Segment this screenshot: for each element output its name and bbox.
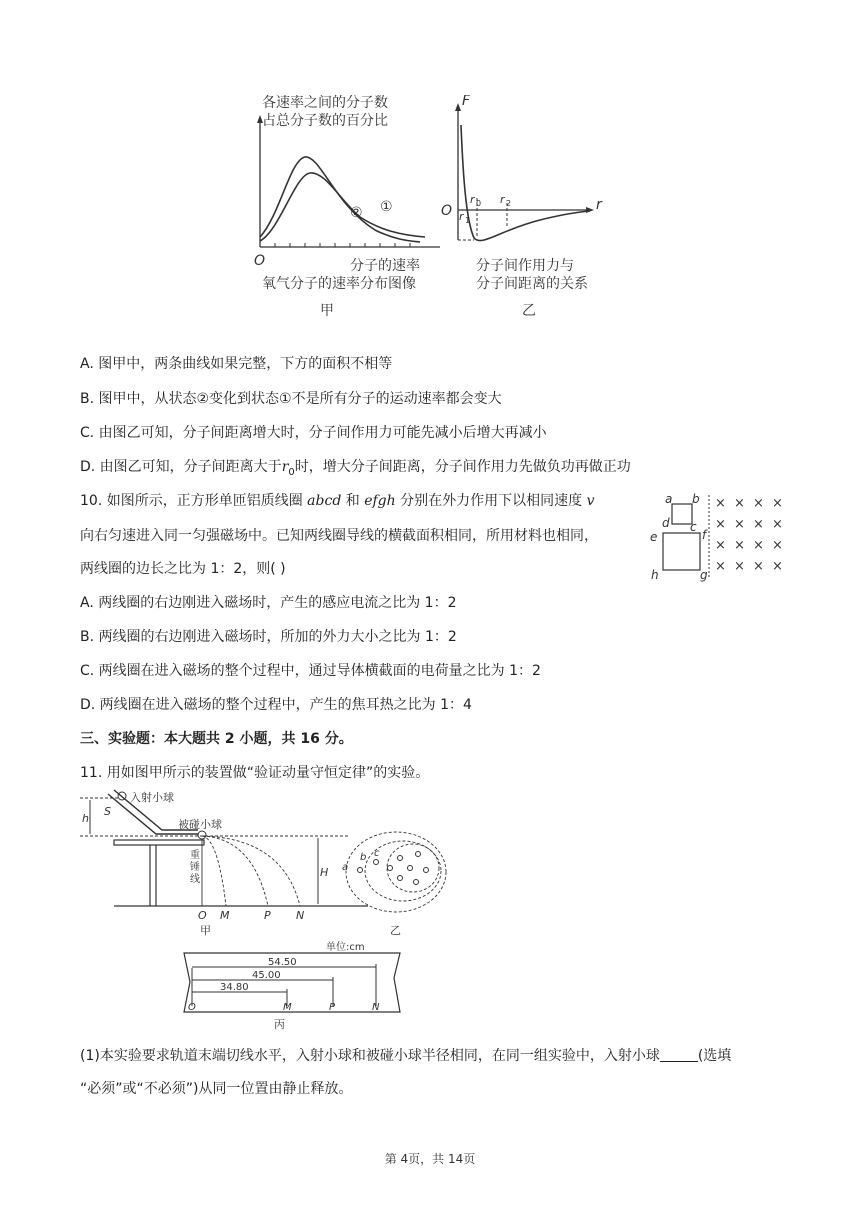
section-3-heading: 三、实验题：本大题共 2 小题，共 16 分。 (80, 731, 353, 747)
q9-option-d-pre: D. 由图乙可知，分子间距离大于 (80, 459, 282, 475)
q10-text-a: 10. 如图所示，正方形单匝铝质线圈 (80, 493, 308, 509)
xlabel: 分子的速率 (350, 258, 420, 274)
figure-11-jia-yi (78, 788, 478, 938)
q9-option-c: C. 由图乙可知，分子间距离增大时，分子间作用力可能先减小后增大再减小 (80, 425, 547, 441)
cross: × (734, 517, 745, 532)
distance-on: 54.50 (268, 957, 297, 968)
sublabel-jia: 甲 (320, 303, 334, 319)
cross: × (753, 496, 764, 511)
label-h: h (651, 568, 659, 582)
caption: 氧气分子的速率分布图像 (262, 276, 416, 292)
cross: × (753, 517, 764, 532)
cross: × (715, 538, 726, 553)
cross: × (772, 517, 783, 532)
q10-efgh: efgh (364, 493, 396, 509)
sublabel-jia: 甲 (200, 924, 211, 937)
cross: × (772, 559, 783, 574)
q10-option-c: C. 两线圈在进入磁场的整个过程中，通过导体横截面的电荷量之比为 1：2 (80, 663, 541, 679)
q9-option-d-sub: 0 (288, 466, 295, 478)
label-g: g (700, 568, 708, 582)
cross: × (772, 496, 783, 511)
q10-stem-line3: 两线圈的边长之比为 1：2，则( ) (80, 561, 286, 577)
label-a: a (665, 493, 673, 506)
ylabel-line2: 占总分子数的百分比 (262, 113, 388, 129)
label-O: O (188, 1002, 196, 1013)
q10-v: v (586, 493, 595, 509)
q11-part1-text-b: (选填 (697, 1048, 732, 1064)
caption-line2: 分子间距离的关系 (476, 276, 588, 292)
label-f: f (702, 528, 707, 542)
label-target-ball: 被碰小球 (178, 818, 222, 831)
figure-9 (240, 95, 620, 320)
cross: × (772, 538, 783, 553)
label-M: M (220, 909, 230, 922)
label-b: b (692, 493, 700, 506)
label-h: h (82, 812, 89, 825)
speed-distribution-graph (254, 95, 440, 319)
answer-blank[interactable] (660, 1047, 698, 1062)
r0-sub: 0 (476, 199, 482, 208)
target-ball (198, 831, 206, 839)
plumb-1: 重 (190, 850, 200, 861)
sublabel-yi: 乙 (522, 303, 536, 319)
cross: × (734, 496, 745, 511)
q10-text-c: 分别在外力作用下以相同速度 (395, 493, 587, 509)
r2-sub: 2 (506, 199, 512, 208)
origin-label: O (254, 253, 266, 269)
q11-part1-line2: “必须”或“不必须”)从同一位置由静止释放。 (80, 1081, 353, 1097)
cross: × (734, 559, 745, 574)
label-s: S (104, 805, 111, 818)
plumb-3: 线 (190, 874, 200, 885)
caption-line1: 分子间作用力与 (476, 258, 574, 274)
figure-11-svg (78, 788, 478, 938)
label-c: c (374, 848, 380, 859)
curve-1 (260, 173, 425, 241)
r1-label: r (459, 210, 464, 223)
q10-stem-line2: 向右匀速进入同一匀强磁场中。已知两线圈导线的横截面积相同，所用材料也相同， (80, 528, 598, 544)
label-a: a (342, 862, 349, 873)
q10-option-d: D. 两线圈在进入磁场的整个过程中，产生的焦耳热之比为 1：4 (80, 697, 472, 713)
page-footer: 第 4页，共 14页 (384, 1152, 476, 1166)
cross: × (753, 559, 764, 574)
ylabel-line1: 各速率之间的分子数 (262, 95, 388, 111)
r1-sub: 1 (465, 216, 471, 225)
figure-10 (645, 493, 785, 583)
sublabel-bing: 丙 (274, 1018, 285, 1030)
force-curve (461, 125, 590, 241)
cross: × (753, 538, 764, 553)
label-c: c (690, 520, 697, 534)
label-b: b (360, 852, 367, 863)
table-top (114, 840, 204, 845)
q10-option-a: A. 两线圈的右边刚进入磁场时，产生的感应电流之比为 1：2 (80, 595, 457, 611)
sublabel-yi: 乙 (390, 924, 401, 937)
q10-abcd: abcd (307, 493, 342, 509)
r-label: r (596, 197, 602, 213)
cross: × (715, 496, 726, 511)
figure-11-bing-svg (180, 938, 410, 1030)
q10-text-b: 和 (341, 493, 365, 509)
label-H: H (320, 866, 329, 879)
cross: × (715, 517, 726, 532)
q11-part1-text-a: (1)本实验要求轨道末端切线水平，入射小球和被碰小球半径相同，在同一组实验中，入射小球 (80, 1048, 660, 1064)
curve-2 (260, 157, 420, 242)
r2-label: r (500, 193, 505, 206)
curve1-label: ① (380, 199, 393, 215)
label-N: N (372, 1002, 380, 1013)
label-e: e (650, 530, 658, 544)
label-d: d (662, 516, 670, 530)
force-distance-graph (441, 95, 603, 319)
label-M: M (283, 1002, 292, 1013)
unit-label: 单位:cm (326, 942, 365, 953)
landing-circles (346, 832, 446, 912)
figure-9-svg (240, 95, 620, 320)
q9-option-d (80, 457, 631, 483)
label-N: N (296, 909, 305, 922)
q11-intro: 11. 用如图甲所示的装置做“验证动量守恒定律”的实验。 (80, 765, 430, 781)
label-P: P (329, 1002, 336, 1013)
coil-abcd (672, 504, 692, 524)
origin-label: O (441, 203, 453, 219)
magnetic-field-crosses (715, 496, 783, 574)
q9-option-a: A. 图甲中，两条曲线如果完整，下方的面积不相等 (80, 356, 393, 372)
q11-part1-line1 (80, 1046, 731, 1066)
label-O: O (198, 909, 207, 922)
q9-option-d-post: 时，增大分子间距离，分子间作用力先做负功再做正功 (294, 459, 631, 475)
distance-op: 45.00 (252, 970, 281, 981)
r0-label: r (470, 193, 475, 206)
label-P: P (264, 909, 271, 922)
curve2-label: ② (350, 205, 363, 221)
plumb-2: 锤 (190, 862, 200, 873)
q9-option-b: B. 图甲中，从状态②变化到状态①不是所有分子的运动速率都会变大 (80, 391, 502, 407)
q10-option-b: B. 两线圈的右边刚进入磁场时，所加的外力大小之比为 1：2 (80, 629, 457, 645)
q9-option-d-var: r (281, 459, 289, 475)
coil-efgh (663, 533, 700, 570)
f-label: F (462, 95, 471, 109)
cross: × (734, 538, 745, 553)
figure-10-svg (645, 493, 785, 583)
q10-stem-line1 (80, 491, 594, 511)
label-incident-ball: 入射小球 (130, 791, 174, 804)
distance-om: 34.80 (220, 982, 249, 993)
cross: × (715, 559, 726, 574)
figure-11-bing (180, 938, 410, 1030)
